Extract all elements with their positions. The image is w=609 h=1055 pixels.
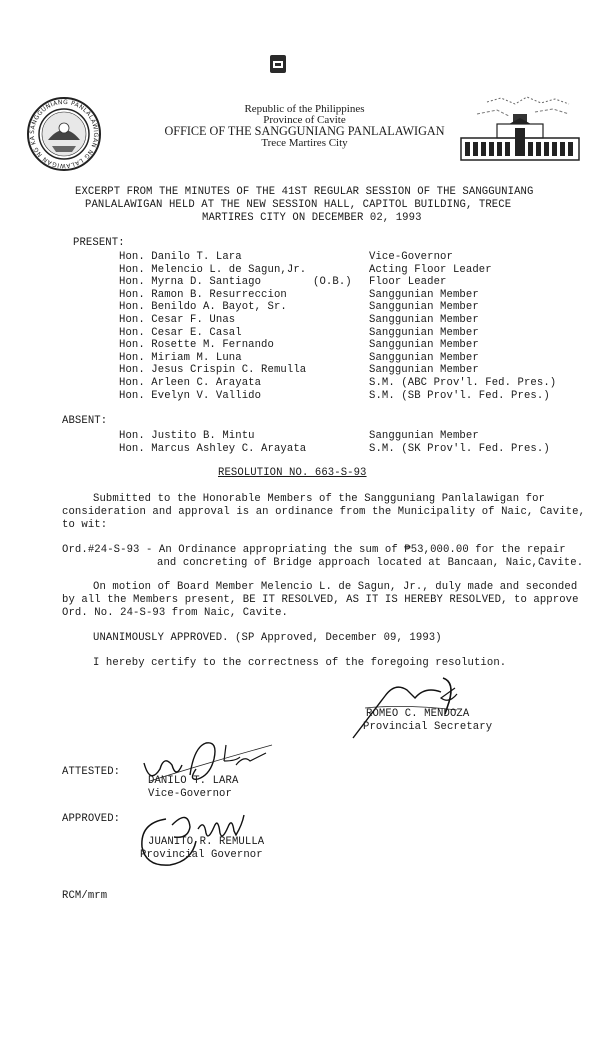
member-name: Hon. Ramon B. Resurreccion: [119, 288, 287, 301]
member-position: Floor Leader: [369, 276, 447, 289]
member-position: Sanggunian Member: [369, 364, 479, 377]
member-position: S.M. (ABC Prov'l. Fed. Pres.): [369, 377, 557, 389]
excerpt-line-2: PANLALAWIGAN HELD AT THE NEW SESSION HALL, CAPITOL BUILDING, TRECE: [85, 199, 512, 211]
member-name: Hon. Myrna D. Santiago: [119, 276, 262, 289]
member-note: (O.B.): [313, 276, 352, 289]
header-office: OFFICE OF THE SANGGUNIANG PANLALAWIGAN: [164, 124, 445, 138]
secretary-name: ROMEO C. MENDOZA: [366, 708, 470, 720]
header-province: Province of Cavite: [263, 114, 346, 126]
motion-line-2: by all the Members present, BE IT RESOLVED, AS IT IS HEREBY RESOLVED, to approve: [62, 594, 579, 606]
member-name: Hon. Jesus Crispin C. Remulla: [119, 364, 307, 377]
reference-initials: RCM/mrm: [62, 890, 108, 902]
seal-ring-text: SANGGUNIANG PANLALAWIGAN NG LALAWIGAN NG KABITE: [23, 91, 100, 170]
submitted-line-3: to wit:: [62, 519, 108, 531]
certification-text: I hereby certify to the correctness of the foregoing resolution.: [93, 657, 507, 669]
submitted-line-2: consideration and approval is an ordinance from the Municipality of Naic, Cavite,: [62, 506, 586, 518]
ordinance-line-1: Ord.#24-S-93 - An Ordinance appropriating the sum of ₱53,000.00 for the repair: [62, 544, 566, 556]
attested-title: Vice-Governor: [148, 788, 232, 800]
member-position: Sanggunian Member: [369, 314, 479, 326]
member-position: Sanggunian Member: [369, 326, 479, 339]
member-name: Hon. Arleen C. Arayata: [119, 377, 262, 389]
attested-label: ATTESTED:: [62, 766, 121, 778]
excerpt-line-1: EXCERPT FROM THE MINUTES OF THE 41ST REGULAR SESSION OF THE SANGGUNIANG: [75, 186, 534, 198]
member-name: Hon. Miriam M. Luna: [119, 351, 242, 364]
member-name: Hon. Justito B. Mintu: [119, 430, 255, 442]
member-position: Sanggunian Member: [369, 351, 479, 364]
approved-title: Provincial Governor: [140, 849, 263, 861]
member-name: Hon. Melencio L. de Sagun,Jr.: [119, 263, 307, 276]
capitol-building-icon: [457, 92, 581, 164]
unanimous-approval: UNANIMOUSLY APPROVED. (SP Approved, December 09, 1993): [93, 632, 442, 644]
member-position: Sanggunian Member: [369, 288, 479, 301]
motion-line-3: Ord. No. 24-S-93 from Naic, Cavite.: [62, 607, 289, 619]
member-name: Hon. Cesar E. Casal: [119, 326, 242, 339]
top-emblem: [270, 55, 286, 73]
member-position: Sanggunian Member: [369, 430, 479, 442]
header-republic: Republic of the Philippines: [244, 103, 365, 115]
member-name: Hon. Cesar F. Unas: [119, 314, 236, 326]
ordinance-line-2: and concreting of Bridge approach located at Bancaan, Naic,Cavite.: [157, 557, 584, 569]
member-name: Hon. Rosette M. Fernando: [119, 339, 274, 352]
header-city: Trece Martires City: [261, 137, 348, 149]
member-position: Sanggunian Member: [369, 301, 479, 314]
member-name: Hon. Danilo T. Lara: [119, 251, 242, 263]
attested-name: DANILO T. LARA: [148, 775, 239, 787]
motion-line-1: On motion of Board Member Melencio L. de Sagun, Jr., duly made and seconded: [93, 581, 578, 593]
member-position: S.M. (SB Prov'l. Fed. Pres.): [369, 389, 550, 402]
member-name: Hon. Benildo A. Bayot, Sr.: [119, 301, 287, 314]
secretary-title: Provincial Secretary: [363, 721, 493, 733]
member-name: Hon. Marcus Ashley C. Arayata: [119, 443, 307, 455]
member-name: Hon. Evelyn V. Vallido: [119, 389, 262, 402]
member-position: Acting Floor Leader: [369, 263, 492, 276]
present-label: PRESENT:: [73, 237, 125, 249]
resolution-title: RESOLUTION NO. 663-S-93: [218, 467, 367, 479]
member-position: Sanggunian Member: [369, 339, 479, 352]
absent-label: ABSENT:: [62, 415, 108, 427]
capitol-building: [457, 92, 581, 164]
top-emblem-icon: [270, 55, 286, 73]
approved-name: JUANITO R. REMULLA: [148, 836, 265, 848]
excerpt-line-3: MARTIRES CITY ON DECEMBER 02, 1993: [202, 212, 422, 224]
approved-label: APPROVED:: [62, 813, 121, 825]
member-position: Vice-Governor: [369, 251, 453, 263]
submitted-line-1: Submitted to the Honorable Members of the Sangguniang Panlalawigan for: [93, 493, 546, 505]
member-position: S.M. (SK Prov'l. Fed. Pres.): [369, 443, 550, 455]
